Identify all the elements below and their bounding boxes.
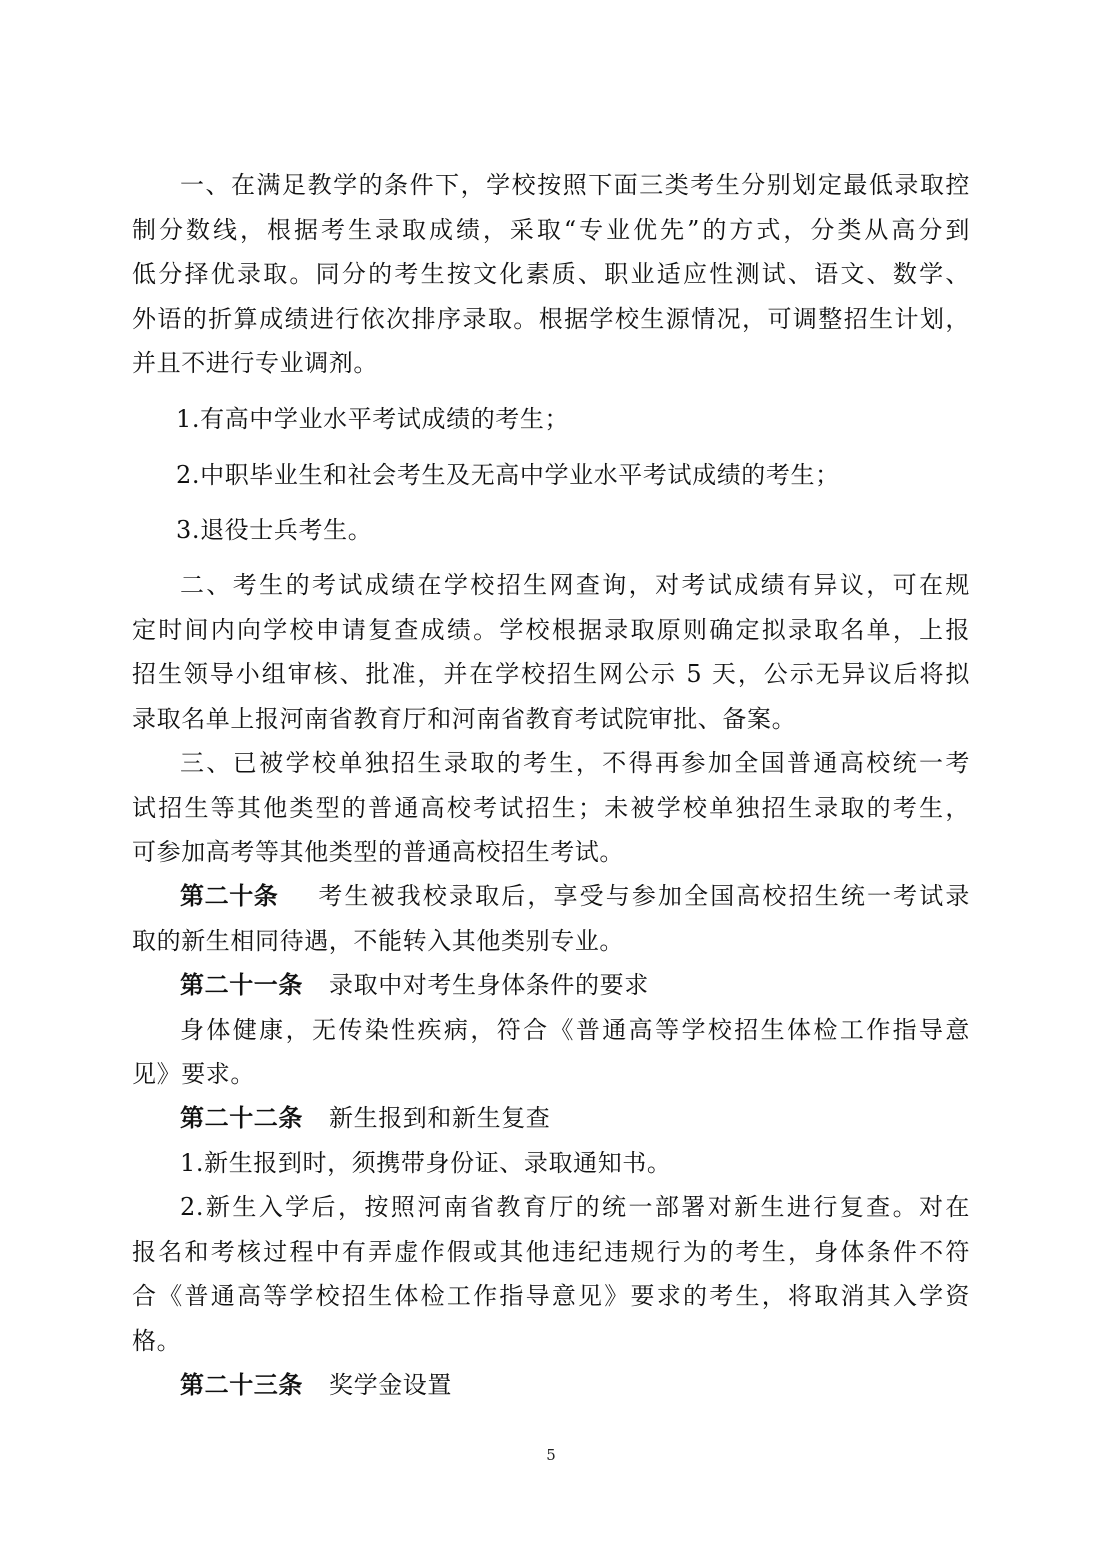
paragraph-line: 一、在满足教学的条件下，学校按照下面三类考生分别划定最低录取控 — [180, 171, 970, 199]
paragraph-line: 制分数线，根据考生录取成绩，采取“专业优先”的方式，分类从高分到 — [132, 216, 970, 244]
page-number: 5 — [546, 1446, 556, 1464]
article-20-heading: 第二十条 — [180, 882, 279, 910]
list-item: 1.新生报到时，须携带身份证、录取通知书。 — [180, 1149, 672, 1177]
paragraph-line: 外语的折算成绩进行依次排序录取。根据学校生源情况，可调整招生计划， — [132, 305, 970, 333]
paragraph-line: 试招生等其他类型的普通高校考试招生；未被学校单独招生录取的考生， — [132, 794, 970, 822]
paragraph-line: 低分择优录取。同分的考生按文化素质、职业适应性测试、语文、数学、 — [132, 260, 970, 288]
article-22-heading-line — [180, 1103, 970, 1133]
paragraph-line: 录取名单上报河南省教育厅和河南省教育考试院审批、备案。 — [132, 705, 797, 733]
list-item: 1.有高中学业水平考试成绩的考生； — [176, 405, 570, 433]
article-23-heading-line — [180, 1370, 970, 1400]
paragraph-line: 考生被我校录取后，享受与参加全国高校招生统一考试录 — [318, 882, 970, 910]
paragraph-line: 2.新生入学后，按照河南省教育厅的统一部署对新生进行复查。对在 — [180, 1193, 970, 1221]
paragraph-line: 三、已被学校单独招生录取的考生，不得再参加全国普通高校统一考 — [180, 749, 970, 777]
article-21-heading: 第二十一条 — [180, 971, 303, 999]
paragraph-line: 可参加高考等其他类型的普通高校招生考试。 — [132, 838, 624, 866]
paragraph-line: 取的新生相同待遇，不能转入其他类别专业。 — [132, 927, 624, 955]
article-22-title: 新生报到和新生复查 — [329, 1104, 551, 1132]
article-23-heading: 第二十三条 — [180, 1371, 303, 1399]
article-20-first-line — [180, 881, 970, 911]
article-21-title: 录取中对考生身体条件的要求 — [329, 971, 649, 999]
paragraph-line: 格。 — [132, 1327, 182, 1355]
paragraph-line: 报名和考核过程中有弄虚作假或其他违纪违规行为的考生，身体条件不符 — [132, 1238, 970, 1266]
paragraph-line: 定时间内向学校申请复查成绩。学校根据录取原则确定拟录取名单，上报 — [132, 616, 970, 644]
article-21-heading-line — [180, 970, 970, 1000]
paragraph-line: 二、考生的考试成绩在学校招生网查询，对考试成绩有异议，可在规 — [180, 571, 970, 599]
paragraph-line: 合《普通高等学校招生体检工作指导意见》要求的考生，将取消其入学资 — [132, 1282, 970, 1310]
list-item: 3.退役士兵考生。 — [176, 516, 373, 544]
article-22-heading: 第二十二条 — [180, 1104, 303, 1132]
paragraph-line: 并且不进行专业调剂。 — [132, 349, 378, 377]
paragraph-line: 见》要求。 — [132, 1060, 255, 1088]
paragraph-line: 招生领导小组审核、批准，并在学校招生网公示 5 天，公示无异议后将拟 — [132, 660, 970, 688]
paragraph-line: 身体健康，无传染性疾病，符合《普通高等学校招生体检工作指导意 — [180, 1016, 970, 1044]
list-item: 2.中职毕业生和社会考生及无高中学业水平考试成绩的考生； — [176, 461, 840, 489]
article-23-title: 奖学金设置 — [329, 1371, 452, 1399]
